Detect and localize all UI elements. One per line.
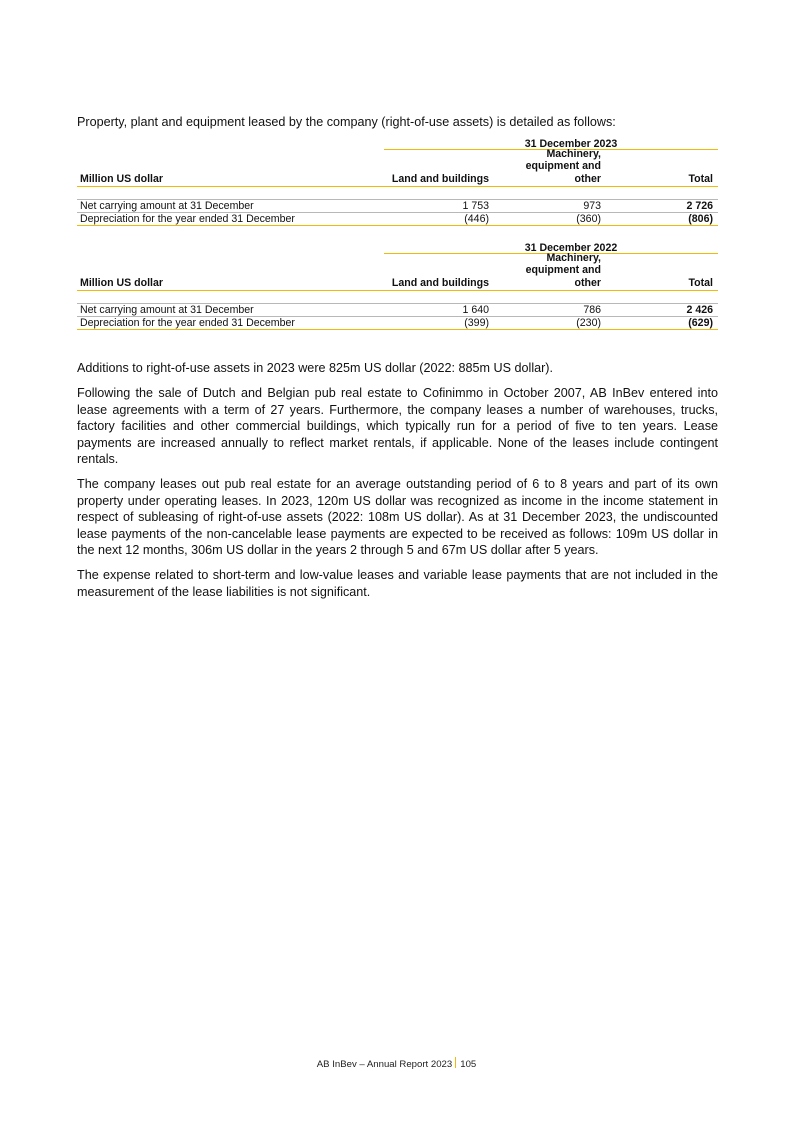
table-row <box>77 212 718 226</box>
column-header: Machinery, equipment and other <box>525 251 601 289</box>
table-cell: 786 <box>583 304 601 316</box>
row-label: Net carrying amount at 31 December <box>80 304 254 316</box>
table-cell-total: 2 726 <box>686 200 713 212</box>
column-header: Machinery, equipment and other <box>525 147 601 185</box>
table-cell: (230) <box>576 317 601 329</box>
paragraph-additions: Additions to right-of-use assets in 2023 were 825m US dollar (2022: 885m US dollar). <box>77 361 554 375</box>
table-cell: (446) <box>464 213 489 225</box>
table-row <box>77 316 718 330</box>
paragraph-operating-leases: The company leases out pub real estate for an average outstanding period of 6 to 8 years and part of its own property under operating leases. In 2023, 120m US dollar was recognized as income in the income statement in respect of subleasing of right-of-use assets (2022: 108m US dollar). As at 31 December 2023, the undiscounted lease payments of the non-cancelable lease payments are expected to be received as follows: 109m US dollar in the next 12 months, 306m US dollar in the years 2 through 5 and 67m US dollar after 5 years. <box>77 477 718 558</box>
row-label: Depreciation for the year ended 31 December <box>80 213 295 225</box>
body-text <box>77 360 718 609</box>
table-cell-total: (806) <box>688 213 713 225</box>
column-header: Land and buildings <box>391 276 489 289</box>
column-header: Million US dollar <box>80 276 163 289</box>
table-cell-total: 2 426 <box>686 304 713 316</box>
table-cell: 1 640 <box>462 304 489 316</box>
row-label: Net carrying amount at 31 December <box>80 200 254 212</box>
table-header-row <box>77 147 718 187</box>
table-cell: (399) <box>464 317 489 329</box>
footer-separator <box>455 1057 456 1068</box>
column-header: Million US dollar <box>80 172 163 185</box>
row-label: Depreciation for the year ended 31 December <box>80 317 295 329</box>
column-header: Total <box>688 172 713 185</box>
table-period-header: 31 December 2022 <box>384 242 718 254</box>
table-cell: 973 <box>583 200 601 212</box>
page-number: 105 <box>460 1059 477 1070</box>
table-period-header: 31 December 2023 <box>384 138 718 150</box>
page-footer <box>0 1057 793 1070</box>
column-header: Total <box>688 276 713 289</box>
table-cell-total: (629) <box>688 317 713 329</box>
table-cell: (360) <box>576 213 601 225</box>
paragraph-short-term-leases: The expense related to short-term and low-value leases and variable lease payments that are not included in the measurement of the lease liabilities is not significant. <box>77 568 718 599</box>
table-row <box>77 199 718 212</box>
column-header: Land and buildings <box>391 172 489 185</box>
table-header-row <box>77 251 718 291</box>
paragraph-lease-agreements: Following the sale of Dutch and Belgian pub real estate to Cofinimmo in October 2007, AB InBev entered into lease agreements with a term of 27 years. Furthermore, the company leases a number of warehouses, trucks, factory facilities and other commercial buildings, which typically run for a period of five to ten years. Lease payments are increased annually to reflect market rentals, if applicable. None of the leases include contingent rentals. <box>77 386 718 467</box>
table-row <box>77 303 718 316</box>
lease-table-2023 <box>77 138 718 226</box>
lease-table-2022 <box>77 242 718 330</box>
table-cell: 1 753 <box>462 200 489 212</box>
footer-report-title: AB InBev – Annual Report 2023 <box>316 1059 453 1070</box>
intro-text: Property, plant and equipment leased by the company (right-of-use assets) is detailed as follows: <box>77 115 616 129</box>
